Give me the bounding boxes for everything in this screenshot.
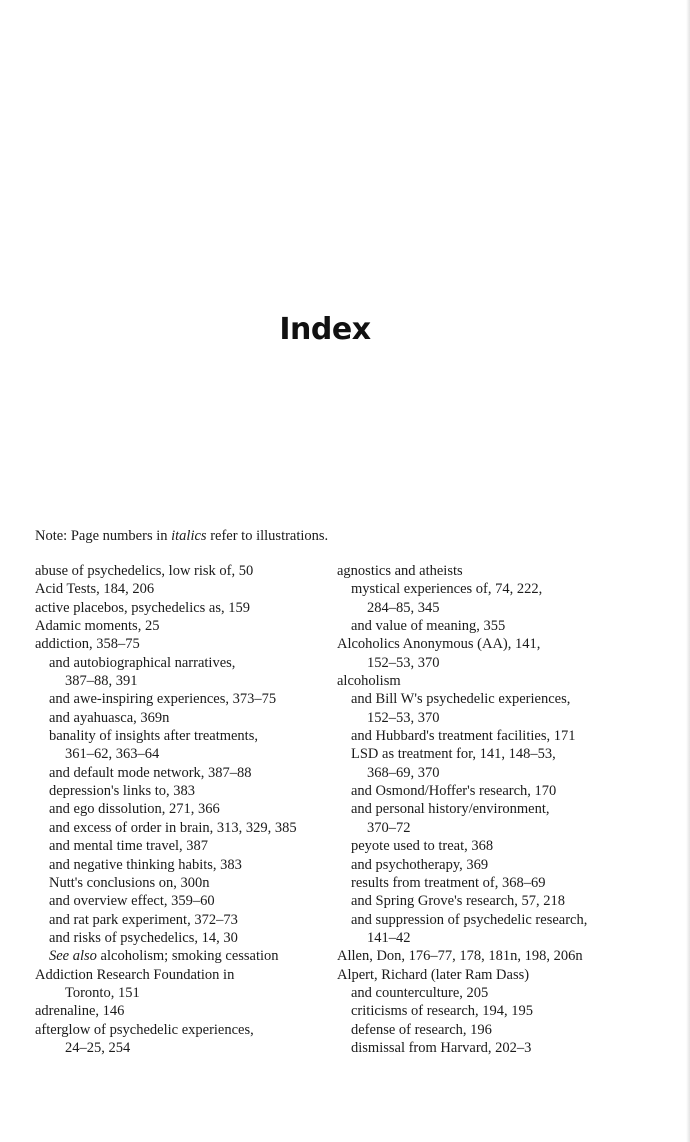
index-entry	[35, 1021, 335, 1039]
index-entry-text: 284–85, 345	[367, 599, 440, 616]
index-entry	[337, 617, 657, 635]
index-entry	[35, 599, 335, 617]
index-entry	[337, 856, 657, 874]
index-entry	[35, 709, 335, 727]
index-entry	[337, 1021, 657, 1039]
index-entry	[35, 617, 335, 635]
index-entry-text: Nutt's conclusions on, 300n	[49, 874, 210, 891]
index-entry-text: 152–53, 370	[367, 709, 440, 726]
index-entry	[35, 874, 335, 892]
index-entry	[337, 709, 657, 727]
index-entry-text: and psychotherapy, 369	[351, 856, 489, 873]
note-text-post: refer to illustrations.	[206, 528, 329, 544]
index-entry	[337, 782, 657, 800]
index-entry-text: Adamic moments, 25	[35, 618, 160, 635]
note-text-pre: Note: Page numbers in	[35, 528, 172, 544]
index-entry	[337, 672, 657, 690]
index-entry-text: Toronto, 151	[65, 984, 140, 1001]
index-entry-text: and overview effect, 359–60	[49, 893, 215, 910]
index-entry	[337, 984, 657, 1002]
index-entry	[35, 580, 335, 598]
index-entry	[337, 929, 657, 947]
index-entry-text: and risks of psychedelics, 14, 30	[49, 929, 238, 946]
index-entry-text: alcoholism; smoking cessation	[96, 948, 279, 965]
index-entry-text: Acid Tests, 184, 206	[35, 581, 155, 598]
index-entry-text: and rat park experiment, 372–73	[49, 911, 238, 928]
index-entry-text: alcoholism	[337, 673, 401, 690]
index-entry	[35, 1002, 335, 1020]
index-entry-text: and suppression of psychedelic research,	[351, 911, 588, 928]
index-entry	[35, 856, 335, 874]
note-text-italic: italics	[171, 528, 207, 544]
index-entry-text: Alcoholics Anonymous (AA), 141,	[337, 636, 541, 653]
index-entry-text: and autobiographical narratives,	[49, 654, 236, 671]
index-entry	[35, 690, 335, 708]
index-entry-text: and counterculture, 205	[351, 984, 489, 1001]
index-entry	[337, 837, 657, 855]
index-entry-text: and excess of order in brain, 313, 329, 385	[49, 819, 297, 836]
index-entry-text: 368–69, 370	[367, 764, 440, 781]
index-entry	[337, 764, 657, 782]
index-entry	[337, 654, 657, 672]
index-entry	[337, 635, 657, 653]
index-entry-text: and ayahuasca, 369n	[49, 709, 170, 726]
index-entry	[35, 819, 335, 837]
index-entry-text: and Hubbard's treatment facilities, 171	[351, 728, 576, 745]
index-entry	[337, 947, 657, 965]
index-entry	[35, 727, 335, 745]
index-entry	[337, 800, 657, 818]
index-entry-text: and Osmond/Hoffer's research, 170	[351, 783, 557, 800]
index-entry	[35, 984, 335, 1002]
index-entry-text: 370–72	[367, 819, 411, 836]
index-column-left	[35, 562, 335, 1057]
index-entry-text: 361–62, 363–64	[65, 746, 160, 763]
index-entry	[35, 764, 335, 782]
index-entry-text: LSD as treatment for, 141, 148–53,	[351, 746, 556, 763]
index-note	[35, 527, 328, 545]
index-entry	[35, 745, 335, 763]
index-entry-text: depression's links to, 383	[49, 783, 195, 800]
index-entry	[337, 690, 657, 708]
index-entry-text: 141–42	[367, 929, 411, 946]
index-entry	[35, 672, 335, 690]
index-entry-text: active placebos, psychedelics as, 159	[35, 599, 251, 616]
cross-reference-label: See also	[49, 948, 97, 965]
index-entry	[35, 654, 335, 672]
index-entry	[35, 892, 335, 910]
index-entry	[337, 874, 657, 892]
index-entry	[337, 911, 657, 929]
index-entry-text: agnostics and atheists	[337, 563, 463, 579]
index-entry-text: addiction, 358–75	[35, 636, 140, 653]
page-title: Index	[279, 312, 371, 347]
index-entry	[337, 727, 657, 745]
index-entry-text: defense of research, 196	[351, 1021, 492, 1038]
index-entry	[35, 947, 335, 965]
index-entry-text: and awe-inspiring experiences, 373–75	[49, 691, 277, 708]
index-entry-text: dismissal from Harvard, 202–3	[351, 1039, 532, 1056]
index-entry-text: banality of insights after treatments,	[49, 728, 258, 745]
index-entry-text: Alpert, Richard (later Ram Dass)	[337, 966, 530, 983]
index-entry	[35, 966, 335, 984]
index-entry	[337, 599, 657, 617]
index-entry-text: 24–25, 254	[65, 1039, 131, 1056]
index-entry	[35, 929, 335, 947]
index-entry	[35, 782, 335, 800]
index-entry	[337, 1002, 657, 1020]
index-entry-text: abuse of psychedelics, low risk of, 50	[35, 563, 254, 579]
index-entry-text: and Bill W's psychedelic experiences,	[351, 691, 571, 708]
index-entry	[337, 966, 657, 984]
index-entry	[35, 800, 335, 818]
index-entry-text: and personal history/environment,	[351, 801, 550, 818]
index-entry	[35, 635, 335, 653]
index-entry	[337, 745, 657, 763]
index-entry-text: afterglow of psychedelic experiences,	[35, 1021, 254, 1038]
index-entry-text: Addiction Research Foundation in	[35, 966, 235, 983]
index-entry-text: mystical experiences of, 74, 222,	[351, 581, 543, 598]
index-entry-text: and Spring Grove's research, 57, 218	[351, 893, 566, 910]
index-entry	[337, 580, 657, 598]
index-entry-text: and mental time travel, 387	[49, 838, 209, 855]
index-entry-text: 152–53, 370	[367, 654, 440, 671]
index-column-right	[337, 562, 657, 1057]
index-entry-text: and default mode network, 387–88	[49, 764, 252, 781]
index-entry	[337, 562, 657, 580]
index-entry-text: and ego dissolution, 271, 366	[49, 801, 220, 818]
page-edge-shadow	[686, 0, 690, 1142]
index-entry	[35, 1039, 335, 1057]
index-entry-text: adrenaline, 146	[35, 1003, 125, 1020]
index-entry-text: Allen, Don, 176–77, 178, 181n, 198, 206n	[337, 948, 583, 965]
index-entry-text: 387–88, 391	[65, 673, 138, 690]
index-entry-text: peyote used to treat, 368	[351, 838, 494, 855]
index-entry	[337, 892, 657, 910]
index-entry	[35, 837, 335, 855]
index-entry-text: and value of meaning, 355	[351, 618, 506, 635]
index-entry	[337, 1039, 657, 1057]
index-entry-text: and negative thinking habits, 383	[49, 856, 242, 873]
index-entry	[35, 911, 335, 929]
index-entry-text: results from treatment of, 368–69	[351, 874, 546, 891]
index-entry	[35, 562, 335, 580]
index-entry	[337, 819, 657, 837]
index-entry-text: criticisms of research, 194, 195	[351, 1003, 534, 1020]
